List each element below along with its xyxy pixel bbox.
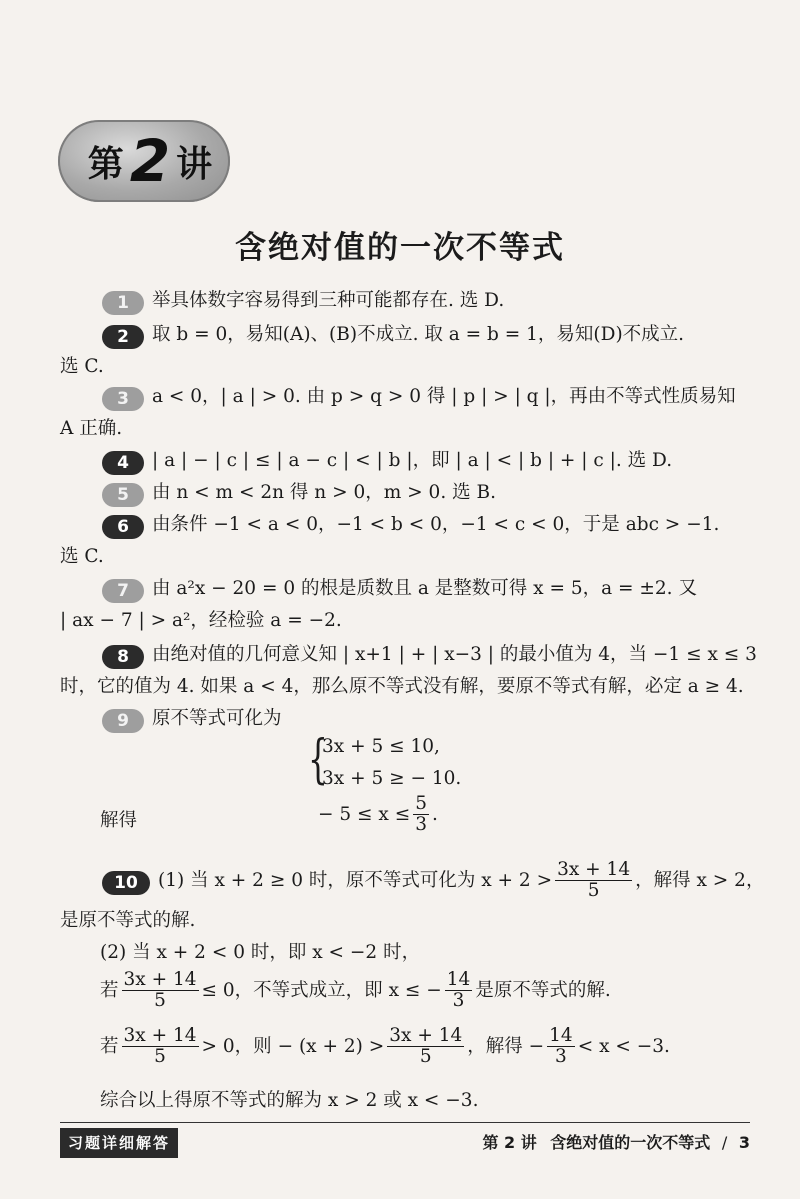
- problem-2-cont: 选 C.: [60, 356, 104, 377]
- fraction: [387, 1026, 464, 1068]
- problem-text: 若: [100, 979, 119, 1001]
- footer-chapter-title: 含绝对值的一次不等式: [550, 1133, 711, 1152]
- problem-4: [60, 446, 672, 475]
- problem-text: 原不等式可化为: [152, 708, 282, 729]
- problem-8: [60, 640, 757, 669]
- fraction: [547, 1026, 575, 1068]
- problem-text: 由 n < m < 2n 得 n > 0，m > 0. 选 B.: [152, 482, 496, 503]
- brace-symbol: {: [308, 730, 328, 790]
- problem-number-badge: 3: [102, 387, 144, 411]
- problem-text: ，解得 x > 2，: [635, 869, 765, 891]
- problem-10-line-3: (2) 当 x + 2 < 0 时，即 x < −2 时，: [100, 942, 421, 963]
- fraction-denominator: 3: [415, 814, 428, 836]
- chapter-suffix: 讲: [176, 143, 213, 185]
- problem-text: 若: [100, 1035, 119, 1057]
- problem-9-solve-label: 解得: [100, 810, 138, 831]
- problem-text: 是原不等式的解.: [475, 979, 611, 1001]
- fraction-denominator: 5: [154, 1046, 166, 1068]
- fraction-numerator: 3x + 14: [389, 1025, 463, 1046]
- fraction: [555, 860, 632, 902]
- problem-text: 取 b = 0，易知(A)、(B)不成立. 取 a = b = 1，易知(D)不成立.: [152, 324, 685, 345]
- problem-1: [60, 286, 504, 315]
- problem-text: < x < −3.: [577, 1035, 670, 1057]
- problem-10-line-5: [100, 1026, 670, 1068]
- problem-10-conclusion: 综合以上得原不等式的解为 x > 2 或 x < −3.: [100, 1090, 479, 1111]
- problem-7-cont: | ax − 7 | > a²，经检验 a = −2.: [60, 610, 342, 631]
- fraction-numerator: 3x + 14: [557, 859, 631, 880]
- problem-text: 由 a²x − 20 = 0 的根是质数且 a 是整数可得 x = 5，a = ±2. 又: [152, 578, 697, 599]
- running-footer: [482, 1130, 750, 1153]
- problem-text: > 0，则 − (x + 2) >: [201, 1035, 385, 1057]
- problem-number-badge: 4: [102, 451, 144, 475]
- problem-number-badge: 7: [102, 579, 144, 603]
- problem-9: [60, 704, 282, 733]
- fraction-numerator: 14: [549, 1025, 573, 1046]
- fraction: [445, 970, 473, 1012]
- fraction-denominator: 5: [587, 880, 600, 902]
- page-number: 3: [738, 1133, 750, 1152]
- problem-7: [60, 574, 697, 603]
- problem-6: [60, 510, 719, 539]
- footer-separator: /: [721, 1133, 728, 1152]
- problem-text: | a | − | c | ≤ | a − c | < | b |，即 | a | < | b | + | c |. 选 D.: [152, 450, 673, 471]
- problem-text: ≤ 0，不等式成立，即 x ≤ −: [201, 979, 442, 1001]
- problem-8-cont: 时，它的值为 4. 如果 a < 4，那么原不等式没有解，要原不等式有解，必定 a ≥ 4.: [60, 676, 744, 697]
- problem-10-line-2: 是原不等式的解.: [60, 910, 196, 931]
- fraction: [413, 794, 429, 836]
- page-title: 含绝对值的一次不等式: [235, 230, 565, 266]
- footer-chapter-label: 第 2 讲: [482, 1133, 537, 1152]
- problem-number-badge: 6: [102, 515, 144, 539]
- fraction-numerator: 3x + 14: [123, 969, 197, 990]
- fraction-denominator: 5: [154, 990, 166, 1012]
- problem-9-solution: [318, 794, 438, 836]
- problem-number-badge: 8: [102, 645, 144, 669]
- problem-6-cont: 选 C.: [60, 546, 104, 567]
- chapter-badge: [58, 120, 230, 202]
- fraction-numerator: 5: [415, 793, 428, 814]
- system-line-2: 3x + 5 ≥ − 10.: [322, 768, 462, 789]
- problem-text: a < 0，| a | > 0. 由 p > q > 0 得 | p | > | q |，再由不等式性质易知: [152, 386, 736, 407]
- system-line-1: 3x + 5 ≤ 10,: [322, 736, 440, 757]
- problem-number-badge: 5: [102, 483, 144, 507]
- problem-number-badge: 2: [102, 325, 144, 349]
- fraction-denominator: 5: [419, 1046, 432, 1068]
- problem-10-line-4: [100, 970, 611, 1012]
- solution-text: − 5 ≤ x ≤: [318, 803, 411, 825]
- fraction-numerator: 3x + 14: [123, 1025, 197, 1046]
- footer-label: 习题详细解答: [60, 1128, 178, 1158]
- fraction-denominator: 3: [555, 1046, 567, 1068]
- problem-2: [60, 320, 684, 349]
- problem-text: ，解得 −: [467, 1035, 545, 1057]
- inequality-system: [308, 730, 508, 796]
- problem-number-badge: 1: [102, 291, 144, 315]
- solution-end: .: [432, 803, 438, 825]
- problem-text: 由绝对值的几何意义知 | x+1 | + | x−3 | 的最小值为 4，当 −1 ≤ x ≤ 3: [152, 644, 757, 665]
- fraction: [122, 970, 199, 1012]
- problem-text: (1) 当 x + 2 ≥ 0 时，原不等式可化为 x + 2 >: [158, 869, 553, 891]
- chapter-prefix: 第: [87, 143, 124, 185]
- fraction: [122, 1026, 199, 1068]
- problem-text: 举具体数字容易得到三种可能都存在. 选 D.: [152, 290, 505, 311]
- problem-text: 由条件 −1 < a < 0，−1 < b < 0，−1 < c < 0，于是 abc > −1.: [152, 514, 720, 535]
- fraction-denominator: 3: [452, 990, 465, 1012]
- problem-5: [60, 478, 496, 507]
- fraction-numerator: 14: [446, 969, 471, 990]
- chapter-number: 2: [129, 127, 171, 195]
- footer-divider: [60, 1122, 750, 1123]
- problem-3: [60, 382, 736, 411]
- problem-3-cont: A 正确.: [60, 418, 123, 439]
- problem-number-badge: 9: [102, 709, 144, 733]
- problem-number-badge: 10: [102, 871, 150, 895]
- problem-10: [60, 860, 764, 902]
